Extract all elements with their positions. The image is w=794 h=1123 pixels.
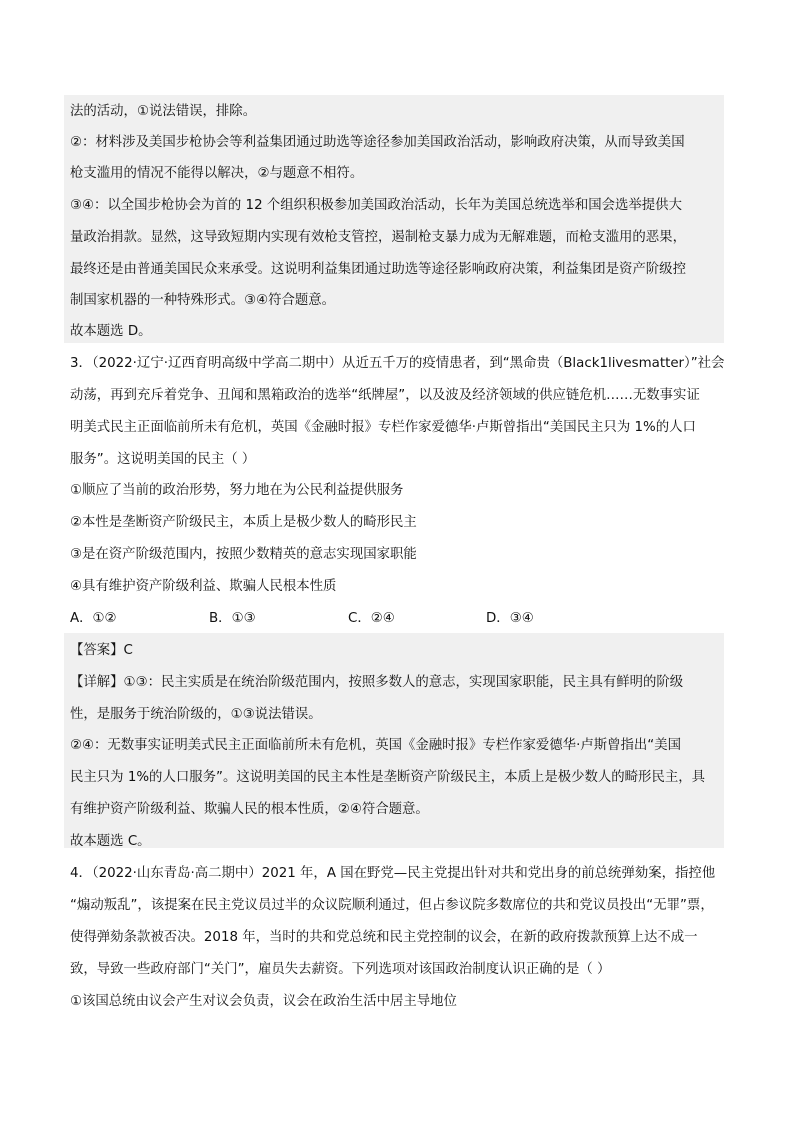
text-line: 制国家机器的一种特殊形式。③④符合题意。: [70, 293, 336, 308]
question-4-stem: “煽动叛乱”，该提案在民主党议员过半的众议院顺利通过，但占参议院多数席位的共和党议员投出“无罪”票，: [70, 898, 714, 913]
question-3-stem: 服务”。这说明美国的民主（ ）: [70, 452, 256, 467]
text-line: 最终还是由普通美国民众来承受。这说明利益集团通过助选等途径影响政府决策，利益集团是资产阶级控: [70, 262, 686, 277]
explanation-line: ②④：无数事实证明美式民主正面临前所未有危机，英国《金融时报》专栏作家爱德华·卢斯曾指出“美国: [70, 738, 681, 753]
question-3-stem: 3．（2022·辽宁·辽西育明高级中学高二期中）从近五千万的疫情患者，到“黑命贵（Black1livesmatter）”社会: [70, 356, 724, 371]
text-line: 枪支滥用的情况不能得以解决，②与题意不相符。: [70, 166, 364, 181]
answer-line: 【答案】C: [70, 643, 133, 658]
explanation-line: 【详解】①③：民主实质是在统治阶级范围内，按照多数人的意志，实现国家职能，民主具有鲜明的阶级: [70, 675, 684, 690]
question-3-stem: 明美式民主正面临前所未有危机，英国《金融时报》专栏作家爱德华·卢斯曾指出“美国民主只为 1%的人口: [70, 420, 696, 435]
question-3-stem: 动荡，再到充斥着党争、丑闻和黑箱政治的选举“纸牌屋”，以及波及经济领域的供应链危机……无数事实证: [70, 388, 700, 403]
statement-item: ①顺应了当前的政治形势，努力地在为公民利益提供服务: [70, 483, 404, 498]
text-line: ③④：以全国步枪协会为首的 12 个组织积极参加美国政治活动，长年为美国总统选举和国会选举提供大: [70, 198, 682, 213]
option-b: B．①③: [209, 611, 256, 626]
text-line: ②：材料涉及美国步枪协会等利益集团通过助选等途径参加美国政治活动，影响政府决策，从而导致美国: [70, 135, 685, 150]
statement-item: ③是在资产阶级范围内，按照少数精英的意志实现国家职能: [70, 547, 417, 562]
statement-item: ①该国总统由议会产生对议会负责，议会在政治生活中居主导地位: [70, 994, 457, 1009]
explanation-line: 性，是服务于统治阶级的，①③说法错误。: [70, 707, 322, 722]
question-4-stem: 使得弹劾条款被否决。2018 年，当时的共和党总统和民主党控制的议会，在新的政府拨款预算上达不成一: [70, 930, 698, 945]
question-4-stem: 4．（2022·山东青岛·高二期中）2021 年，A 国在野党—民主党提出针对共和党出身的前总统弹劾案，指控他: [70, 866, 716, 881]
option-a: A．①②: [70, 611, 117, 626]
explanation-line: 民主只为 1%的人口服务”。这说明美国的民主本性是垄断资产阶级民主，本质上是极少数人的畸形民主，具: [70, 770, 706, 785]
text-line: 量政治捐款。显然，这导致短期内实现有效枪支管控，遏制枪支暴力成为无解难题，而枪支滥用的恶果，: [70, 230, 686, 245]
statement-item: ④具有维护资产阶级利益、欺骗人民根本性质: [70, 579, 337, 594]
statement-item: ②本性是垄断资产阶级民主，本质上是极少数人的畸形民主: [70, 515, 417, 530]
explanation-line: 有维护资产阶级利益、欺骗人民的根本性质，②④符合题意。: [70, 802, 429, 817]
option-d: D．③④: [486, 611, 534, 626]
explanation-line: 故本题选 C。: [70, 834, 151, 849]
text-line: 法的活动，①说法错误，排除。: [70, 104, 257, 119]
text-line: 故本题选 D。: [70, 324, 152, 339]
question-4-stem: 致，导致一些政府部门“关门”，雇员失去薪资。下列选项对该国政治制度认识正确的是（ ）: [70, 962, 611, 977]
option-c: C．②④: [348, 611, 395, 626]
